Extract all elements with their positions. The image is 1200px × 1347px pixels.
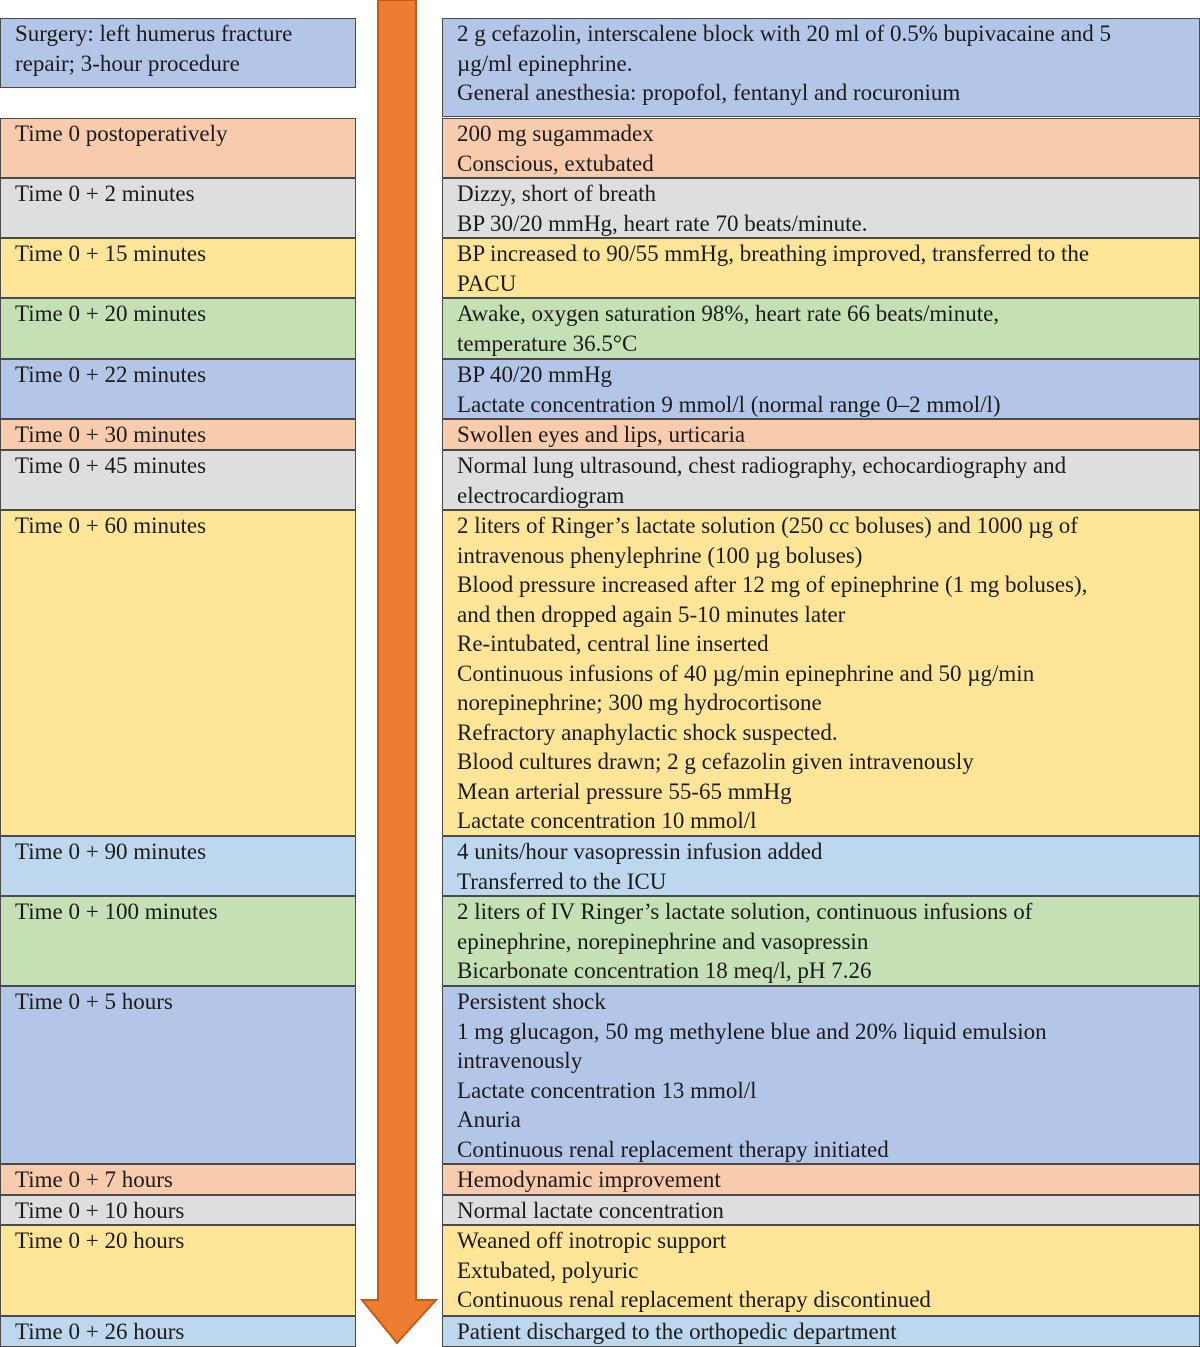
timeline-event-box (442, 1164, 1200, 1195)
event-line: PACU (457, 270, 517, 296)
event-line: temperature 36.5°C (457, 330, 638, 356)
event-line: norepinephrine; 300 mg hydrocortisone (457, 690, 822, 715)
event-line: Mean arterial pressure 55-65 mmHg (457, 778, 792, 804)
timeline-arrow (360, 0, 438, 1347)
time-label: Time 0 + 10 hours (15, 1198, 185, 1223)
time-label: Time 0 + 22 minutes (15, 362, 207, 387)
time-label: Time 0 + 7 hours (15, 1167, 173, 1192)
time-label: Time 0 + 20 minutes (15, 301, 207, 326)
timeline-time-box (0, 298, 356, 359)
surgery-detail-line: 2 g cefazolin, interscalene block with 20 ml of 0.5% bupivacaine and 5 (457, 21, 1112, 46)
timeline-time-box (0, 1316, 356, 1347)
timeline-time-box (0, 238, 356, 298)
timeline-event-box (442, 1225, 1200, 1316)
event-line: BP 30/20 mmHg, heart rate 70 beats/minute. (457, 210, 868, 236)
event-line: Continuous renal replacement therapy initiated (457, 1136, 889, 1162)
event-line: 1 mg glucagon, 50 mg methylene blue and 20% liquid emulsion (457, 1018, 1047, 1044)
timeline-event-box (442, 118, 1200, 178)
timeline-event-box (442, 450, 1200, 510)
timeline-event-box (442, 986, 1200, 1164)
event-line: Normal lung ultrasound, chest radiography, echocardiography and (457, 453, 1067, 478)
event-line: Hemodynamic improvement (457, 1167, 721, 1192)
surgery-label-box (0, 18, 356, 88)
timeline-event-box (442, 238, 1200, 298)
surgery-detail-line: µg/ml epinephrine. (457, 50, 633, 76)
timeline-time-box (0, 896, 356, 986)
timeline-event-box (442, 836, 1200, 896)
event-line: intravenously (457, 1048, 583, 1073)
time-label: Time 0 + 2 minutes (15, 181, 195, 206)
timeline-time-box (0, 419, 356, 450)
event-line: intravenous phenylephrine (100 µg boluses) (457, 542, 863, 568)
surgery-detail-line: General anesthesia: propofol, fentanyl and rocuronium (457, 80, 961, 105)
event-line: Weaned off inotropic support (457, 1228, 727, 1253)
surgery-label-line: repair; 3-hour procedure (15, 50, 240, 76)
time-label: Time 0 + 15 minutes (15, 241, 207, 266)
timeline-time-box (0, 1164, 356, 1195)
event-line: Continuous infusions of 40 µg/min epinephrine and 50 µg/min (457, 660, 1035, 686)
event-line: Swollen eyes and lips, urticaria (457, 422, 746, 447)
timeline-time-box (0, 359, 356, 419)
event-line: Normal lactate concentration (457, 1198, 724, 1223)
timeline-time-box (0, 178, 356, 238)
timeline-time-box (0, 450, 356, 510)
surgery-label-line: Surgery: left humerus fracture (15, 21, 293, 46)
time-label: Time 0 + 5 hours (15, 989, 173, 1014)
event-line: Lactate concentration 10 mmol/l (457, 808, 757, 833)
event-line: Extubated, polyuric (457, 1257, 639, 1283)
time-label: Time 0 + 30 minutes (15, 422, 207, 447)
timeline-time-box (0, 836, 356, 896)
timeline-time-box (0, 510, 356, 836)
event-line: Persistent shock (457, 989, 606, 1014)
event-line: Transferred to the ICU (457, 868, 667, 894)
time-label: Time 0 + 60 minutes (15, 513, 207, 538)
event-line: Lactate concentration 9 mmol/l (normal range 0–2 mmol/l) (457, 391, 1001, 417)
event-line: BP 40/20 mmHg (457, 362, 613, 387)
timeline-time-box (0, 1225, 356, 1316)
surgery-details-box (442, 18, 1200, 117)
timeline-time-box (0, 1195, 356, 1225)
event-line: Awake, oxygen saturation 98%, heart rate 66 beats/minute, (457, 301, 1000, 326)
time-label: Time 0 + 20 hours (15, 1228, 185, 1253)
event-line: 2 liters of Ringer’s lactate solution (250 cc boluses) and 1000 µg of (457, 513, 1078, 538)
timeline-event-box (442, 419, 1200, 450)
event-line: 4 units/hour vasopressin infusion added (457, 839, 823, 864)
timeline-event-box (442, 896, 1200, 986)
timeline-time-box (0, 118, 356, 178)
timeline-time-box (0, 986, 356, 1164)
event-line: Blood cultures drawn; 2 g cefazolin given intravenously (457, 749, 974, 774)
timeline-event-box (442, 359, 1200, 419)
timeline-event-box (442, 510, 1200, 836)
event-line: and then dropped again 5-10 minutes later (457, 601, 846, 627)
event-line: Refractory anaphylactic shock suspected. (457, 719, 838, 745)
time-label: Time 0 + 100 minutes (15, 899, 218, 924)
event-line: Conscious, extubated (457, 150, 654, 176)
timeline-arrow-shape (362, 0, 436, 1343)
event-line: 2 liters of IV Ringer’s lactate solution, continuous infusions of (457, 899, 1033, 924)
event-line: 200 mg sugammadex (457, 121, 654, 146)
event-line: Blood pressure increased after 12 mg of epinephrine (1 mg boluses), (457, 572, 1088, 597)
time-label: Time 0 postoperatively (15, 121, 228, 146)
event-line: epinephrine, norepinephrine and vasopressin (457, 928, 869, 954)
event-line: Continuous renal replacement therapy discontinued (457, 1287, 931, 1312)
event-line: Re-intubated, central line inserted (457, 631, 769, 656)
time-label: Time 0 + 45 minutes (15, 453, 207, 478)
event-line: BP increased to 90/55 mmHg, breathing improved, transferred to the (457, 241, 1090, 266)
event-line: Bicarbonate concentration 18 meq/l, pH 7.26 (457, 958, 872, 983)
event-line: Dizzy, short of breath (457, 181, 657, 206)
event-line: electrocardiogram (457, 482, 625, 508)
timeline-event-box (442, 298, 1200, 359)
timeline-event-box (442, 178, 1200, 238)
timeline-event-box (442, 1195, 1200, 1225)
event-line: Patient discharged to the orthopedic department (457, 1319, 897, 1344)
event-line: Lactate concentration 13 mmol/l (457, 1077, 757, 1103)
time-label: Time 0 + 26 hours (15, 1319, 185, 1344)
event-line: Anuria (457, 1107, 521, 1132)
time-label: Time 0 + 90 minutes (15, 839, 207, 864)
timeline-event-box (442, 1316, 1200, 1347)
